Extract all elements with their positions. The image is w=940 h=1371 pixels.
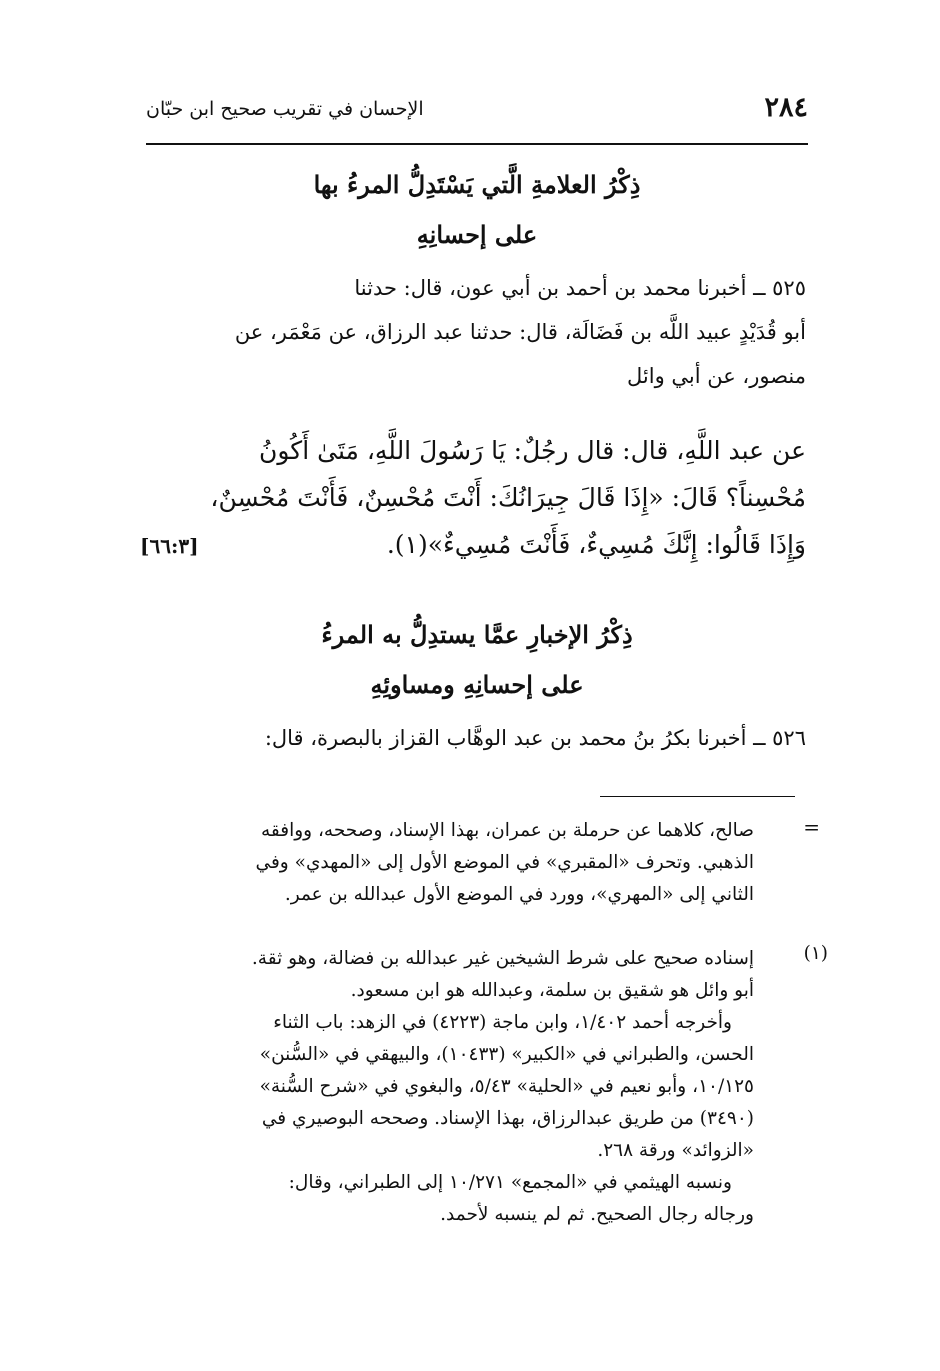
section-heading-2-line-2: على إحسانِهِ ومساوئِهِ bbox=[370, 670, 584, 699]
footnote-line: «الزوائد» ورقة ٢٦٨. bbox=[597, 1140, 754, 1161]
isnad-line: ٥٢٥ ــ أخبرنا محمد بن أحمد بن أبي عون، قال: حدثنا bbox=[354, 276, 806, 300]
footnote-line: ونسبه الهيثمي في «المجمع» ١٠/٢٧١ إلى الطبراني، وقال: bbox=[288, 1172, 732, 1193]
footnote-line: وأخرجه أحمد ١/٤٠٢، وابن ماجة (٤٢٢٣) في الزهد: باب الثناء bbox=[273, 1012, 732, 1033]
matn-line-last bbox=[140, 521, 806, 568]
footnote-line: الثاني إلى «المهري»، وورد في الموضع الأول عبدالله بن عمر. bbox=[284, 884, 754, 905]
footnote-separator bbox=[600, 796, 795, 797]
footnote-line: إسناده صحيح على شرط الشيخين غير عبدالله بن فضالة، وهو ثقة. bbox=[251, 948, 754, 969]
isnad-line: ٥٢٦ ــ أخبرنا بكرُ بنُ محمد بن عبد الوهَّاب القزاز بالبصرة، قال: bbox=[264, 726, 806, 750]
footnote-line: ١٠/١٢٥، وأبو نعيم في «الحلية» ٥/٤٣، والبغوي في «شرح السُّنة» bbox=[259, 1076, 754, 1097]
isnad-line: منصور، عن أبي وائل bbox=[626, 364, 806, 388]
footnote-line: (٣٤٩٠) من طريق عبدالرزاق، بهذا الإسناد. وصححه البوصيري في bbox=[261, 1108, 754, 1129]
section-heading-2-line-1: ذِكْرُ الإخبارِ عمَّا يستدِلُّ به المرءُ bbox=[321, 620, 633, 649]
running-title: الإحسان في تقريب صحيح ابن حبّان bbox=[146, 98, 424, 120]
matn-line: وَإِذَا قَالُوا: إِنَّكَ مُسِيءٌ، فَأَنْتَ مُسِيءٌ»(١). bbox=[386, 530, 806, 559]
page-header bbox=[146, 92, 808, 132]
header-rule bbox=[146, 143, 808, 145]
section-heading-1 bbox=[146, 160, 808, 260]
footnote-continuation-marker: = bbox=[803, 815, 820, 839]
page-number: ٢٨٤ bbox=[764, 92, 808, 123]
section-heading-1-line-1: ذِكْرُ العلامةِ الَّتي يَسْتَدِلُّ المرءُ بها bbox=[313, 170, 641, 199]
hadith-525-isnad bbox=[140, 266, 806, 398]
hadith-reference: [٦٦:٣] bbox=[140, 534, 199, 558]
footnote-continuation bbox=[138, 815, 754, 911]
section-heading-2 bbox=[146, 610, 808, 710]
footnote-1 bbox=[138, 943, 754, 1231]
footnote-line: الذهبي. وتحرف «المقبري» في الموضع الأول إلى «المهدي» وفي bbox=[255, 852, 754, 873]
footnote-line: صالح، كلاهما عن حرملة بن عمران، بهذا الإسناد، وصححه، ووافقه bbox=[260, 820, 754, 841]
footnote-1-marker: (١) bbox=[803, 943, 828, 964]
hadith-526-isnad bbox=[140, 716, 806, 760]
matn-line: عن عبد اللَّهِ، قال: قال رجُلٌ: يَا رَسُولَ اللَّهِ، مَتَىٰ أَكُونُ bbox=[259, 436, 806, 465]
isnad-line: أبو قُدَيْدٍ عبيد اللَّه بن فَضَالَة، قال: حدثنا عبد الرزاق، عن مَعْمَر، عن bbox=[234, 320, 806, 344]
hadith-525-matn bbox=[140, 427, 806, 570]
footnote-line: الحسن، والطبراني في «الكبير» (١٠٤٣٣)، والبيهقي في «السُّنن» bbox=[259, 1044, 754, 1065]
matn-line: مُحْسِناً؟ قَالَ: «إِذَا قَالَ جِيرَانُكَ: أَنْتَ مُحْسِنٌ، فَأَنْتَ مُحْسِنٌ، bbox=[210, 483, 806, 512]
footnote-line: أبو وائل هو شقيق بن سلمة، وعبدالله هو ابن مسعود. bbox=[350, 980, 754, 1001]
footnote-line: ورجاله رجال الصحيح. ثم لم ينسبه لأحمد. bbox=[440, 1204, 754, 1225]
section-heading-1-line-2: على إحسانِهِ bbox=[416, 220, 538, 249]
